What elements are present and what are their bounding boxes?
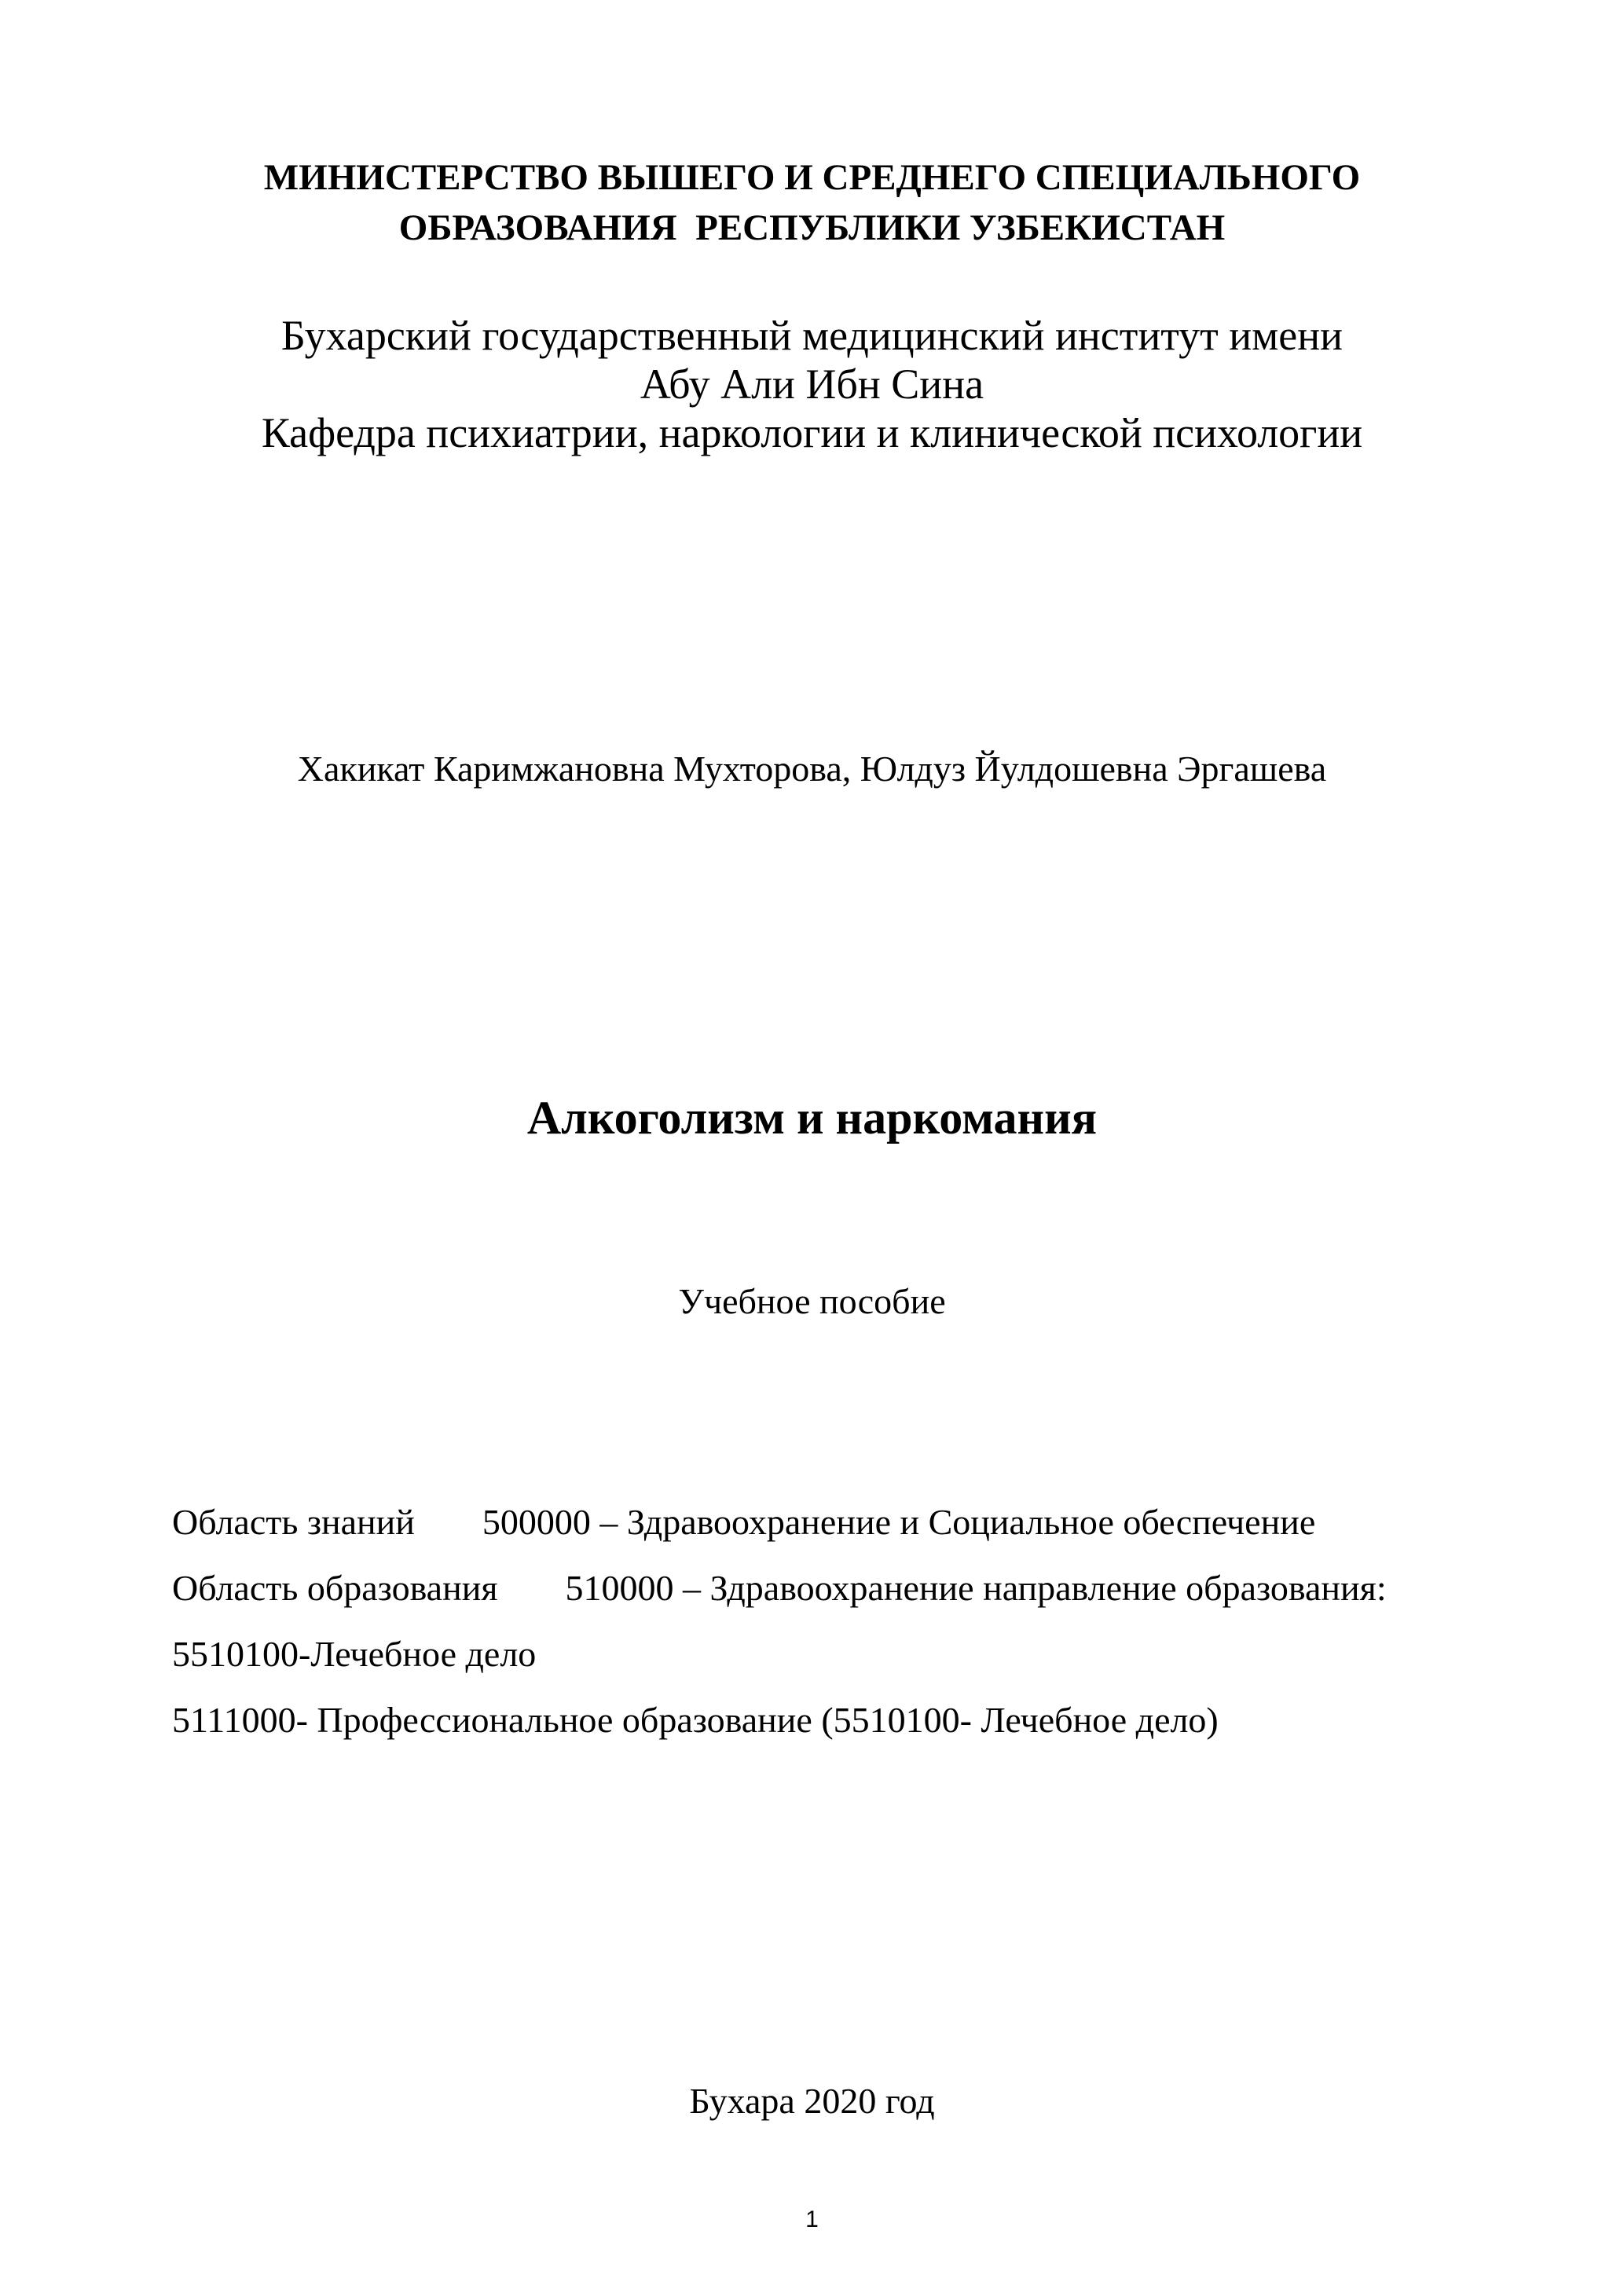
institute-block xyxy=(0,311,1624,457)
authors: Хакикат Каримжановна Мухторова, Юлдуз Йулдошевна Эргашева xyxy=(297,749,1327,789)
institute-line-2: Абу Али Ибн Сина xyxy=(640,361,984,408)
knowledge-area-value: 500000 – Здравоохранение и Социальное обеспечение xyxy=(482,1502,1316,1542)
institute-line-1: Бухарский государственный медицинский институт имени xyxy=(280,312,1344,359)
document-subtitle: Учебное пособие xyxy=(678,1281,946,1321)
professional-education-line: 5111000- Профессиональное образование (5510100- Лечебное дело) xyxy=(172,1700,1219,1740)
knowledge-area-line xyxy=(172,1489,1586,1555)
specialty-line: 5510100-Лечебное дело xyxy=(172,1634,537,1674)
department-line: Кафедра психиатрии, наркологии и клинической психологии xyxy=(261,409,1363,456)
fields-block xyxy=(172,1489,1586,1753)
document-title: Алкоголизм и наркомания xyxy=(526,1092,1098,1144)
education-area-line xyxy=(172,1555,1586,1621)
ministry-heading xyxy=(0,152,1624,253)
knowledge-area-label: Область знаний xyxy=(172,1502,415,1542)
page-number: 1 xyxy=(805,2206,819,2232)
education-area-label: Область образования xyxy=(172,1568,498,1608)
ministry-line-1: МИНИСТЕРСТВО ВЫШЕГО И СРЕДНЕГО СПЕЦИАЛЬНОГО xyxy=(263,157,1361,198)
place-year: Бухара 2020 год xyxy=(689,2081,935,2121)
ministry-line-2: ОБРАЗОВАНИЯ РЕСПУБЛИКИ УЗБЕКИСТАН xyxy=(398,207,1226,248)
education-area-value: 510000 – Здравоохранение направление образования: xyxy=(565,1568,1387,1608)
